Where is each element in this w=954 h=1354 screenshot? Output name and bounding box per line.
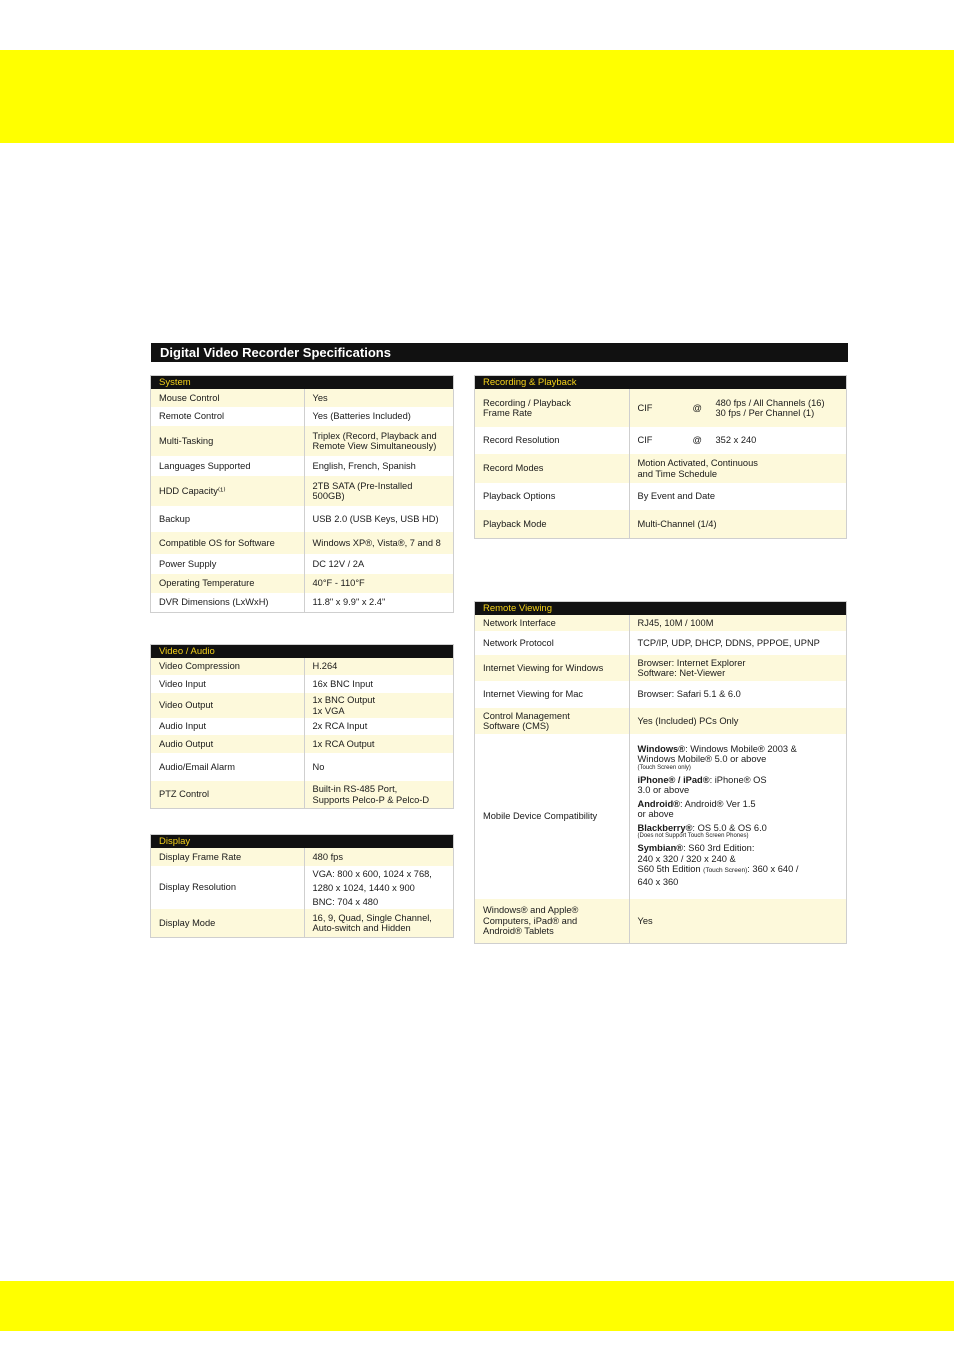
mobile-android bbox=[638, 799, 839, 820]
table-row bbox=[475, 734, 846, 899]
spec-value: TCP/IP, UDP, DHCP, DDNS, PPPOE, UPNP bbox=[629, 631, 846, 655]
spec-value: Yes (Included) PCs Only bbox=[629, 708, 846, 734]
table-row bbox=[151, 532, 453, 554]
table-row bbox=[475, 510, 846, 538]
table-row bbox=[151, 781, 453, 808]
spec-value: 480 fps bbox=[304, 848, 453, 866]
spec-value bbox=[304, 866, 453, 909]
platform-text: : 360 x 640 / bbox=[747, 864, 799, 875]
spec-value: No bbox=[304, 753, 453, 781]
table-row bbox=[151, 476, 453, 506]
table-row bbox=[151, 735, 453, 753]
spec-label: Mouse Control bbox=[151, 389, 304, 407]
page-title: Digital Video Recorder Specifications bbox=[151, 343, 848, 362]
spec-label: Backup bbox=[151, 506, 304, 532]
display-spec-table bbox=[150, 834, 454, 938]
platform-label: Blackberry® bbox=[637, 822, 693, 833]
spec-label-line: Android® Tablets bbox=[483, 926, 554, 937]
spec-value bbox=[304, 909, 453, 937]
spec-value: USB 2.0 (USB Keys, USB HD) bbox=[304, 506, 453, 532]
spec-label-line: Software (CMS) bbox=[483, 721, 550, 731]
spec-label: Remote Control bbox=[151, 407, 304, 426]
table-row bbox=[475, 681, 846, 708]
spec-label bbox=[475, 899, 629, 943]
recording-playback-spec-table bbox=[474, 375, 847, 539]
table-row bbox=[151, 909, 453, 937]
spec-label: Audio/Email Alarm bbox=[151, 753, 304, 781]
table-row bbox=[151, 753, 453, 781]
spec-value-line: Software: Net-Viewer bbox=[637, 668, 726, 678]
mobile-windows bbox=[638, 744, 839, 772]
platform-text: : S60 3rd Edition: bbox=[683, 843, 755, 854]
spec-label bbox=[475, 389, 629, 427]
spec-value: Yes (Batteries Included) bbox=[304, 407, 453, 426]
spec-label: Multi-Tasking bbox=[151, 426, 304, 456]
table-row bbox=[151, 658, 453, 675]
spec-label: Display Frame Rate bbox=[151, 848, 304, 866]
table-row bbox=[151, 456, 453, 476]
spec-label: Display Resolution bbox=[151, 866, 304, 909]
spec-value-line: 352 x 240 bbox=[715, 435, 757, 446]
spec-value-line: 1x VGA bbox=[312, 705, 345, 716]
table-row bbox=[475, 708, 846, 734]
system-spec-table bbox=[150, 375, 454, 613]
spec-value: Browser: Safari 5.1 & 6.0 bbox=[629, 681, 846, 708]
table-row bbox=[151, 866, 453, 909]
spec-value: English, French, Spanish bbox=[304, 456, 453, 476]
spec-label: DVR Dimensions (LxWxH) bbox=[151, 593, 304, 612]
spec-label-line: Control Management bbox=[483, 710, 570, 721]
spec-label: Compatible OS for Software bbox=[151, 532, 304, 554]
spec-label-line: Windows® and Apple® bbox=[483, 905, 579, 916]
platform-note: (Does not Support Touch Screen Phones) bbox=[637, 833, 749, 840]
table-row bbox=[151, 593, 453, 612]
spec-label: Video Compression bbox=[151, 658, 304, 675]
spec-value-line: Motion Activated, Continuous bbox=[637, 458, 758, 468]
table-row bbox=[151, 506, 453, 532]
at-symbol: @ bbox=[692, 435, 702, 446]
table-row bbox=[151, 693, 453, 718]
spec-value-line: VGA: 800 x 600, 1024 x 768, bbox=[312, 868, 432, 879]
spec-label: Audio Output bbox=[151, 735, 304, 753]
table-row bbox=[475, 389, 846, 427]
spec-value bbox=[304, 781, 453, 808]
spec-label: Record Resolution bbox=[475, 427, 629, 454]
spec-value-line: Supports Pelco-P & Pelco-D bbox=[312, 794, 430, 805]
platform-text: S60 5th Edition bbox=[637, 864, 701, 875]
table-row bbox=[475, 454, 846, 483]
spec-value: 2x RCA Input bbox=[304, 718, 453, 735]
table-row bbox=[151, 407, 453, 426]
spec-label: Display Mode bbox=[151, 909, 304, 937]
top-yellow-band bbox=[0, 50, 954, 143]
platform-note: (Touch Screen) bbox=[703, 867, 748, 875]
spec-label: Playback Mode bbox=[475, 510, 629, 538]
table-row bbox=[475, 631, 846, 655]
platform-text: : OS 5.0 & OS 6.0 bbox=[692, 822, 767, 833]
platform-text: Windows Mobile® 5.0 or above bbox=[637, 754, 767, 765]
spec-value: Triplex (Record, Playback and Remote View Simultaneously) bbox=[304, 426, 453, 456]
platform-text: 3.0 or above bbox=[637, 785, 690, 796]
display-header: Display bbox=[151, 835, 453, 848]
spec-label: Internet Viewing for Windows bbox=[475, 655, 629, 681]
spec-label: Network Protocol bbox=[475, 631, 629, 655]
table-row bbox=[475, 615, 846, 631]
table-row bbox=[151, 848, 453, 866]
video-audio-spec-table bbox=[150, 644, 454, 809]
spec-label: Languages Supported bbox=[151, 456, 304, 476]
spec-value: H.264 bbox=[304, 658, 453, 675]
table-row bbox=[151, 675, 453, 693]
resolution-label: CIF bbox=[637, 435, 653, 446]
spec-value: 1x RCA Output bbox=[304, 735, 453, 753]
spec-value-line: 480 fps / All Channels (16) bbox=[715, 397, 825, 408]
recording-header: Recording & Playback bbox=[475, 376, 846, 389]
spec-value-line: Auto-switch and Hidden bbox=[312, 923, 411, 933]
system-header: System bbox=[151, 376, 453, 389]
spec-label: Video Output bbox=[151, 693, 304, 718]
platform-note: (Touch Screen only) bbox=[637, 764, 691, 771]
spec-value: 40°F - 110°F bbox=[304, 574, 453, 593]
bottom-yellow-band bbox=[0, 1281, 954, 1331]
spec-value: Yes bbox=[304, 389, 453, 407]
spec-value-line: BNC: 704 x 480 bbox=[312, 896, 379, 907]
spec-value: Yes bbox=[629, 899, 846, 943]
spec-value: 16x BNC Input bbox=[304, 675, 453, 693]
spec-value-line: 1280 x 1024, 1440 x 900 bbox=[312, 882, 415, 893]
table-row bbox=[151, 574, 453, 593]
spec-label: Internet Viewing for Mac bbox=[475, 681, 629, 708]
video-audio-header: Video / Audio bbox=[151, 645, 453, 658]
spec-label-line: Frame Rate bbox=[483, 408, 533, 418]
spec-label: HDD Capacity⁽¹⁾ bbox=[151, 476, 304, 506]
table-row bbox=[151, 426, 453, 456]
spec-value bbox=[304, 693, 453, 718]
platform-label: iPhone® / iPad® bbox=[637, 774, 710, 785]
spec-value bbox=[629, 454, 846, 483]
mobile-blackberry bbox=[638, 823, 839, 841]
spec-label: Power Supply bbox=[151, 554, 304, 574]
spec-value-line: Browser: Internet Explorer bbox=[637, 657, 746, 668]
platform-text: 240 x 320 / 320 x 240 & bbox=[637, 853, 736, 864]
spec-label: Record Modes bbox=[475, 454, 629, 483]
spec-label: Video Input bbox=[151, 675, 304, 693]
platform-label: Symbian® bbox=[637, 843, 684, 854]
table-row bbox=[475, 483, 846, 510]
spec-value: 11.8" x 9.9" x 2.4" bbox=[304, 593, 453, 612]
mobile-symbian bbox=[638, 843, 839, 887]
table-row bbox=[151, 718, 453, 735]
spec-label: PTZ Control bbox=[151, 781, 304, 808]
platform-label: Windows® bbox=[637, 743, 686, 754]
spec-label: Operating Temperature bbox=[151, 574, 304, 593]
spec-value-line: 30 fps / Per Channel (1) bbox=[715, 408, 815, 418]
spec-label: Playback Options bbox=[475, 483, 629, 510]
resolution-label: CIF bbox=[637, 402, 653, 413]
spec-value: 2TB SATA (Pre-Installed 500GB) bbox=[304, 476, 453, 506]
table-row bbox=[151, 554, 453, 574]
platform-text: or above bbox=[637, 809, 674, 820]
at-symbol: @ bbox=[692, 402, 702, 413]
table-row bbox=[475, 655, 846, 681]
platform-text: : iPhone® OS bbox=[709, 774, 767, 785]
remote-viewing-spec-table bbox=[474, 601, 847, 944]
table-row bbox=[151, 389, 453, 407]
spec-value: RJ45, 10M / 100M bbox=[629, 615, 846, 631]
spec-value-line: Built-in RS-485 Port, bbox=[312, 784, 398, 794]
mobile-compat-list bbox=[629, 734, 846, 899]
spec-label: Mobile Device Compatibility bbox=[475, 734, 629, 899]
platform-text: 640 x 360 bbox=[637, 876, 679, 887]
table-row bbox=[475, 899, 846, 943]
spec-value: DC 12V / 2A bbox=[304, 554, 453, 574]
table-row bbox=[475, 427, 846, 454]
spec-value bbox=[629, 427, 846, 454]
spec-label: Audio Input bbox=[151, 718, 304, 735]
spec-value: By Event and Date bbox=[629, 483, 846, 510]
mobile-iphone bbox=[638, 775, 839, 796]
spec-label-line: Computers, iPad® and bbox=[483, 915, 578, 926]
platform-label: Android® bbox=[637, 798, 680, 809]
spec-value bbox=[629, 655, 846, 681]
spec-label: Network Interface bbox=[475, 615, 629, 631]
spec-value bbox=[629, 389, 846, 427]
spec-label bbox=[475, 708, 629, 734]
spec-value: Multi-Channel (1/4) bbox=[629, 510, 846, 538]
spec-value-line: 16, 9, Quad, Single Channel, bbox=[312, 912, 432, 923]
spec-value: Windows XP®, Vista®, 7 and 8 bbox=[304, 532, 453, 554]
spec-value-line: 1x BNC Output bbox=[312, 695, 376, 705]
spec-value-line: and Time Schedule bbox=[637, 468, 718, 479]
remote-header: Remote Viewing bbox=[475, 602, 846, 615]
spec-label-line: Recording / Playback bbox=[483, 397, 571, 408]
platform-text: : Windows Mobile® 2003 & bbox=[685, 743, 797, 754]
platform-text: : Android® Ver 1.5 bbox=[679, 798, 756, 809]
